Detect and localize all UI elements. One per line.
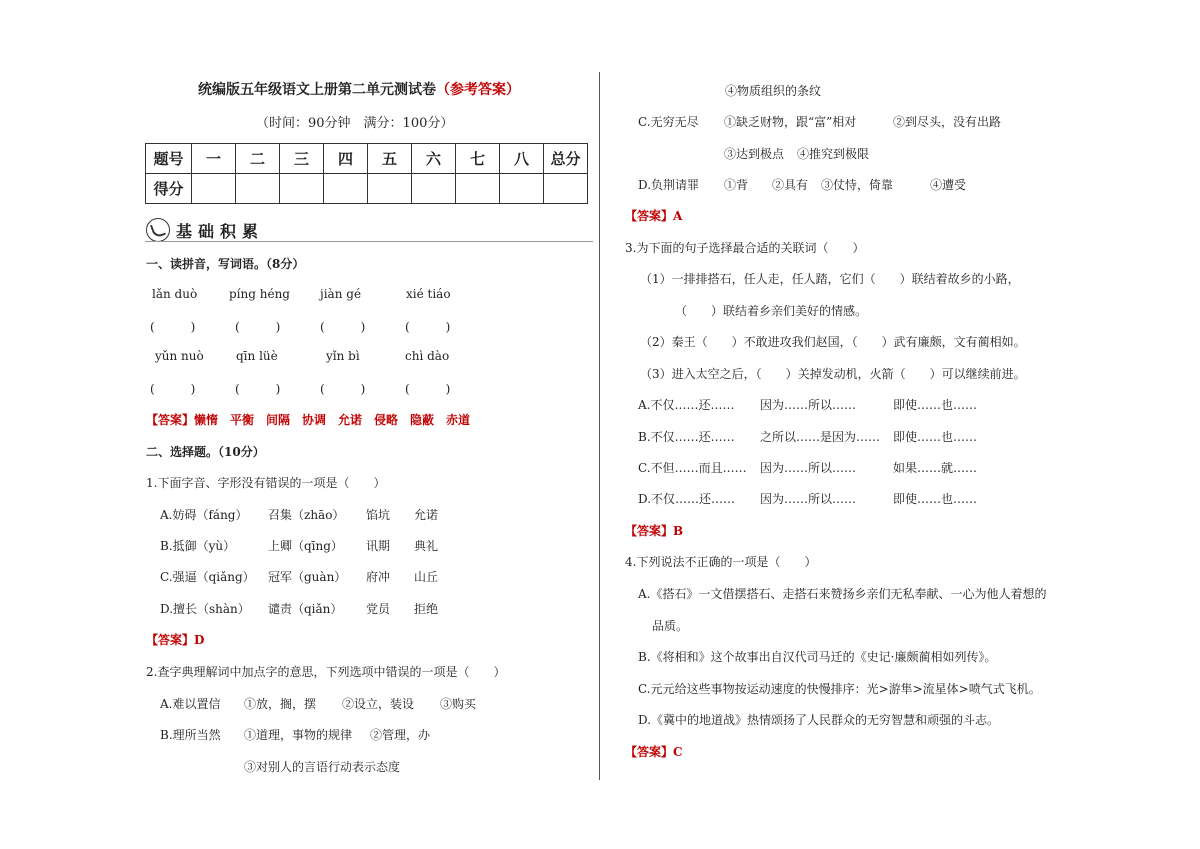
q2-4-stem: 4.下列说法不正确的一项是（ ）: [625, 555, 817, 569]
q2-1-stem: 1.下面字音、字形没有错误的一项是（ ）: [146, 476, 386, 490]
answer-blank[interactable]: ( ): [405, 382, 451, 396]
option-text: 典礼: [414, 539, 439, 553]
option-text: 因为……所以……: [760, 398, 857, 412]
pinyin: yǐn bì: [326, 349, 360, 363]
sentence: （ ）联结着乡亲们美好的情感。: [675, 304, 868, 318]
score-input-cell[interactable]: [412, 174, 456, 204]
sentence: （1）一排排搭石，任人走，任人踏，它们（ ）联结着故乡的小路，: [640, 272, 1020, 286]
score-cell: 总分: [544, 144, 588, 174]
option-text: 府冲: [366, 570, 391, 584]
option-text: 因为……所以……: [760, 461, 857, 475]
option-text: ①放，搁，摆: [244, 697, 317, 711]
section-divider: [145, 241, 593, 242]
option-c[interactable]: C.强逼（qiǎng）: [160, 570, 255, 584]
q2-1-answer: 【答案】D: [146, 633, 205, 647]
option-c[interactable]: C.元元给这些事物按运动速度的快慢排序：光>游隼>流星体>喷气式飞机。: [638, 682, 1041, 696]
q2-4-answer: 【答案】C: [625, 745, 683, 759]
option-b[interactable]: B.抵御（yù）: [160, 539, 236, 553]
score-table-header-row: [146, 144, 588, 174]
q2-3-stem: 3.为下面的句子选择最合适的关联词（ ）: [625, 241, 865, 255]
pinyin: jiàn gé: [320, 287, 362, 301]
answer-label: 【答案】: [146, 413, 195, 427]
option-text: 之所以……是因为……: [760, 430, 881, 444]
option-text: ①道理，事物的规律: [244, 728, 353, 742]
option-text: 山丘: [414, 570, 439, 584]
title-main: 统编版五年级语文上册第二单元测试卷: [198, 82, 436, 98]
sentence: （3）进入太空之后，（ ）关掉发动机，火箭（ ）可以继续前进。: [640, 367, 1026, 381]
score-cell: 二: [236, 144, 280, 174]
score-cell: 得分: [146, 174, 192, 204]
option-text: ②到尽头，没有出路: [893, 115, 1002, 129]
option-c[interactable]: C.不但……而且……: [638, 461, 747, 475]
option-text: 即使……也……: [893, 430, 978, 444]
q2-heading: 二、选择题。（10分）: [146, 445, 265, 459]
score-input-cell[interactable]: [236, 174, 280, 204]
page-title: [198, 79, 520, 99]
score-cell: 五: [368, 144, 412, 174]
option-text: ④物质组织的条纹: [725, 84, 822, 98]
option-d[interactable]: D.擅长（shàn）: [160, 602, 250, 616]
option-text: 即使……也……: [893, 398, 978, 412]
q1-answer: [146, 411, 470, 428]
score-input-cell[interactable]: [192, 174, 236, 204]
option-a[interactable]: A.难以置信: [160, 697, 221, 711]
option-text: 因为……所以……: [760, 492, 857, 506]
score-input-cell[interactable]: [544, 174, 588, 204]
option-text: ②设立，装设: [342, 697, 415, 711]
score-cell: 八: [500, 144, 544, 174]
title-suffix: （参考答案）: [436, 82, 520, 98]
option-text: 即使……也……: [893, 492, 978, 506]
answer-text: 懒惰 平衡 间隔 协调 允诺 侵略 隐蔽 赤道: [194, 413, 471, 427]
answer-blank[interactable]: ( ): [150, 382, 196, 396]
option-a[interactable]: A.妨碍（fáng）: [160, 508, 248, 522]
option-text: 上卿（qīng）: [268, 539, 343, 553]
q2-3-answer: 【答案】B: [625, 524, 684, 538]
option-text: ③仗恃，倚靠: [821, 178, 894, 192]
score-table-score-row: [146, 174, 588, 204]
score-input-cell[interactable]: [368, 174, 412, 204]
answer-blank[interactable]: ( ): [235, 320, 281, 334]
answer-blank[interactable]: ( ): [320, 320, 366, 334]
answer-blank[interactable]: ( ): [150, 320, 196, 334]
score-cell: 题号: [146, 144, 192, 174]
option-text: ③对别人的言语行动表示态度: [244, 760, 401, 774]
q2-2-answer: 【答案】A: [625, 209, 683, 223]
q1-heading: 一、读拼音，写词语。（8分）: [146, 257, 305, 271]
option-text: 谴责（qiǎn）: [268, 602, 343, 616]
column-divider: [599, 72, 600, 780]
score-cell: 七: [456, 144, 500, 174]
pinyin: xié tiáo: [406, 287, 451, 301]
option-text: ①缺乏财物，跟“富”相对: [724, 115, 857, 129]
option-b[interactable]: B.理所当然: [160, 728, 221, 742]
option-a[interactable]: A.不仅……还……: [638, 398, 735, 412]
leaf-icon: [146, 218, 170, 242]
score-input-cell[interactable]: [456, 174, 500, 204]
option-text: ④推究到极限: [797, 147, 870, 161]
pinyin: chì dào: [405, 349, 450, 363]
pinyin: qīn lüè: [236, 349, 278, 363]
option-d[interactable]: D.负荆请罪: [638, 178, 700, 192]
option-b[interactable]: B.不仅……还……: [638, 430, 735, 444]
option-text: 允诺: [414, 508, 439, 522]
score-input-cell[interactable]: [280, 174, 324, 204]
score-cell: 六: [412, 144, 456, 174]
answer-blank[interactable]: ( ): [320, 382, 366, 396]
option-text: 召集（zhāo）: [268, 508, 345, 522]
option-text: 品质。: [652, 619, 689, 633]
option-text: 党员: [366, 602, 391, 616]
option-text: 如果……就……: [893, 461, 978, 475]
option-text: 讯期: [366, 539, 391, 553]
option-d[interactable]: D.不仅……还……: [638, 492, 736, 506]
score-cell: 三: [280, 144, 324, 174]
section-title: 基础积累: [176, 222, 265, 241]
answer-blank[interactable]: ( ): [235, 382, 281, 396]
pinyin: píng héng: [229, 287, 290, 301]
answer-blank[interactable]: ( ): [405, 320, 451, 334]
option-d[interactable]: D.《冀中的地道战》热情颂扬了人民群众的无穷智慧和顽强的斗志。: [638, 713, 1000, 727]
option-c[interactable]: C.无穷无尽: [638, 115, 699, 129]
pinyin: yǔn nuò: [155, 349, 204, 363]
score-input-cell[interactable]: [500, 174, 544, 204]
option-text: ③达到极点: [724, 147, 785, 161]
option-text: ④遭受: [930, 178, 967, 192]
q2-2-stem: 2.查字典理解词中加点字的意思，下列选项中错误的一项是（ ）: [146, 665, 506, 679]
score-cell: 一: [192, 144, 236, 174]
option-b[interactable]: B.《将相和》这个故事出自汉代司马迁的《史记·廉颇蔺相如列传》。: [638, 650, 997, 664]
option-text: ②管理，办: [370, 728, 431, 742]
score-table: [145, 143, 588, 204]
option-text: ②具有: [772, 178, 809, 192]
option-text: ①背: [724, 178, 749, 192]
option-text: 拒绝: [414, 602, 439, 616]
sentence: （2）秦王（ ）不敢进攻我们赵国，（ ）武有廉颇，文有蔺相如。: [640, 335, 1026, 349]
option-text: 冠军（guàn）: [268, 570, 347, 584]
page-subtitle: （时间：90分钟 满分：100分）: [256, 116, 454, 131]
score-cell: 四: [324, 144, 368, 174]
pinyin: lǎn duò: [152, 287, 198, 301]
score-input-cell[interactable]: [324, 174, 368, 204]
option-a[interactable]: A.《搭石》一文借摆搭石、走搭石来赞扬乡亲们无私奉献、一心为他人着想的: [638, 587, 1047, 601]
option-text: 馅坑: [366, 508, 391, 522]
option-text: ③购买: [440, 697, 477, 711]
